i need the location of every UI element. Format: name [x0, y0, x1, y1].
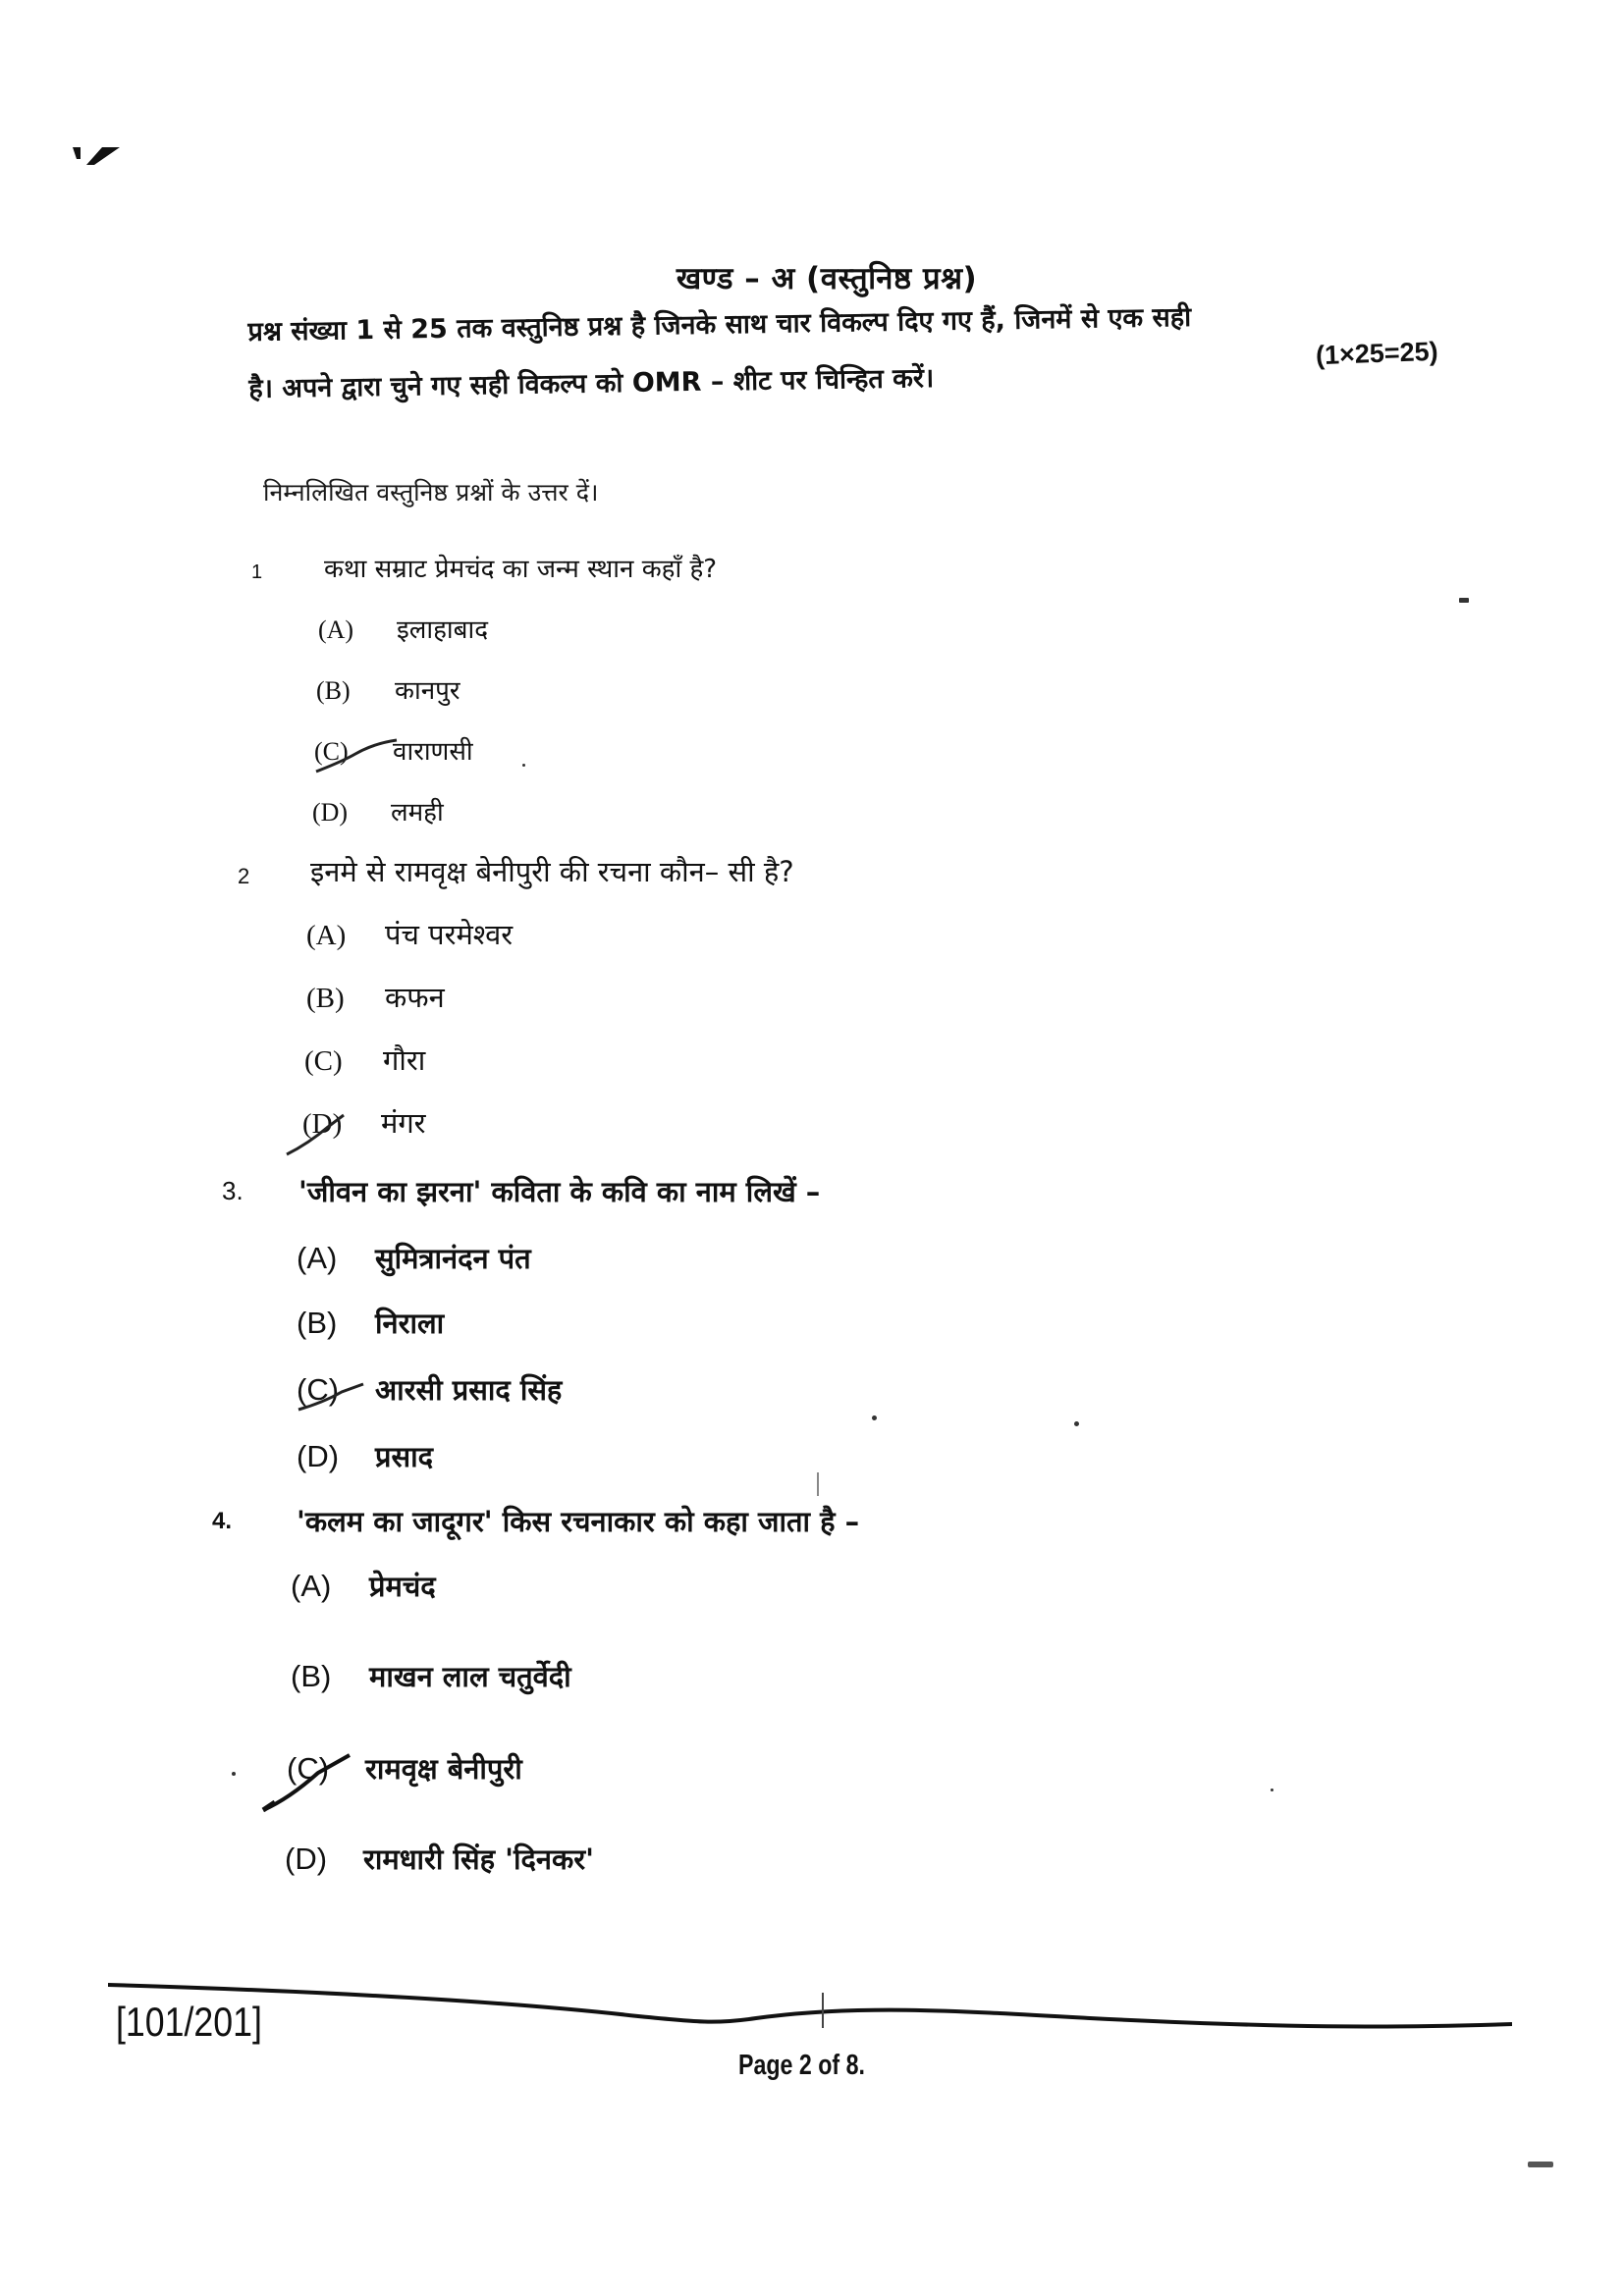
option-letter: (B)	[291, 1659, 332, 1693]
option-text: माखन लाल चतुर्वेदी	[369, 1660, 571, 1693]
option-text: वाराणसी	[393, 737, 473, 767]
option-letter: (D)	[285, 1842, 328, 1876]
option-c[interactable]	[287, 1749, 522, 1788]
option-a[interactable]	[318, 611, 488, 646]
option-text: पंच परमेश्वर	[385, 918, 514, 951]
option-letter: (A)	[291, 1569, 332, 1603]
option-text: कफन	[385, 981, 445, 1014]
option-text: निराला	[375, 1307, 445, 1340]
option-letter: (C)	[304, 1045, 343, 1077]
option-letter: (D)	[312, 798, 349, 827]
instructions-line-1: प्रश्न संख्या 1 से 25 तक वस्तुनिष्ठ प्रश्न है जिनके साथ चार विकल्प दिए गए हैं, जिनमें से एक सही	[247, 301, 1192, 347]
option-a[interactable]	[291, 1567, 436, 1605]
option-text: इलाहाबाद	[397, 615, 489, 645]
option-a[interactable]	[297, 1239, 531, 1277]
option-text: लमही	[391, 798, 444, 828]
option-letter: (A)	[306, 920, 347, 951]
option-letter: (C)	[287, 1751, 330, 1786]
option-text: रामधारी सिंह 'दिनकर'	[363, 1842, 595, 1876]
lead-instruction: निम्नलिखित वस्तुनिष्ठ प्रश्नों के उत्तर दें।	[263, 478, 599, 507]
option-text: रामवृक्ष बेनीपुरी	[365, 1752, 522, 1786]
option-b[interactable]	[291, 1657, 571, 1695]
question-text: इनमे से रामवृक्ष बेनीपुरी की रचना कौन– सी है?	[310, 855, 794, 888]
scan-speck	[1528, 2162, 1553, 2167]
option-text: प्रेमचंद	[369, 1570, 436, 1603]
scan-speck	[1271, 1789, 1273, 1791]
question-text: 'जीवन का झरना' कविता के कवि का नाम लिखें –	[298, 1175, 821, 1208]
option-text: सुमित्रानंदन पंत	[375, 1242, 531, 1275]
option-letter: (A)	[318, 615, 354, 644]
question-number: 4.	[212, 1508, 233, 1534]
option-text: प्रसाद	[375, 1440, 434, 1473]
option-c[interactable]	[304, 1041, 425, 1079]
option-letter: (C)	[297, 1372, 340, 1407]
scan-speck	[872, 1415, 877, 1420]
option-letter: (D)	[297, 1439, 340, 1473]
option-d[interactable]	[297, 1437, 433, 1475]
option-letter: (D)	[302, 1108, 343, 1140]
option-d[interactable]	[302, 1103, 426, 1142]
option-letter: (B)	[306, 983, 345, 1014]
option-b[interactable]	[306, 978, 445, 1016]
instructions-line-2: है। अपने द्वारा चुने गए सही विकल्प को OMR – शीट पर चिन्हित करें।	[248, 363, 935, 404]
footer-rule	[108, 1973, 1512, 2032]
scan-speck	[232, 1772, 236, 1776]
question-text: 'कलम का जादूगर' किस रचनाकार को कहा जाता है –	[297, 1505, 860, 1538]
option-letter: (B)	[297, 1306, 338, 1340]
scan-speck	[817, 1472, 819, 1496]
option-a[interactable]	[306, 915, 513, 953]
option-c[interactable]	[314, 732, 473, 768]
option-b[interactable]	[297, 1304, 444, 1342]
option-text: मंगर	[381, 1106, 426, 1140]
option-d[interactable]	[285, 1840, 594, 1878]
paper-code: [101/201]	[116, 1999, 262, 2045]
scan-speck	[1074, 1421, 1079, 1426]
question-text: कथा सम्राट प्रेमचंद का जन्म स्थान कहाँ है?	[324, 555, 718, 584]
option-b[interactable]	[316, 671, 460, 707]
option-c[interactable]	[297, 1370, 562, 1409]
question-number: 1	[251, 561, 263, 583]
option-text: कानपुर	[395, 676, 460, 706]
section-title: खण्ड – अ (वस्तुनिष्ठ प्रश्न)	[676, 261, 978, 296]
option-d[interactable]	[312, 793, 444, 828]
instructions	[247, 285, 1477, 418]
option-letter: (A)	[297, 1241, 338, 1275]
page-number: Page 2 of 8.	[738, 2050, 865, 2081]
option-text: गौरा	[383, 1043, 426, 1077]
scan-speck	[522, 764, 525, 767]
scan-corner-mark-icon	[73, 145, 120, 167]
question-number: 3.	[222, 1176, 244, 1205]
option-text: आरसी प्रसाद सिंह	[375, 1373, 563, 1407]
scan-speck	[1459, 598, 1469, 603]
option-letter: (B)	[316, 676, 351, 705]
option-letter: (C)	[314, 737, 349, 766]
marks-allocation: (1×25=25)	[1315, 336, 1439, 371]
question-number: 2	[238, 864, 250, 888]
